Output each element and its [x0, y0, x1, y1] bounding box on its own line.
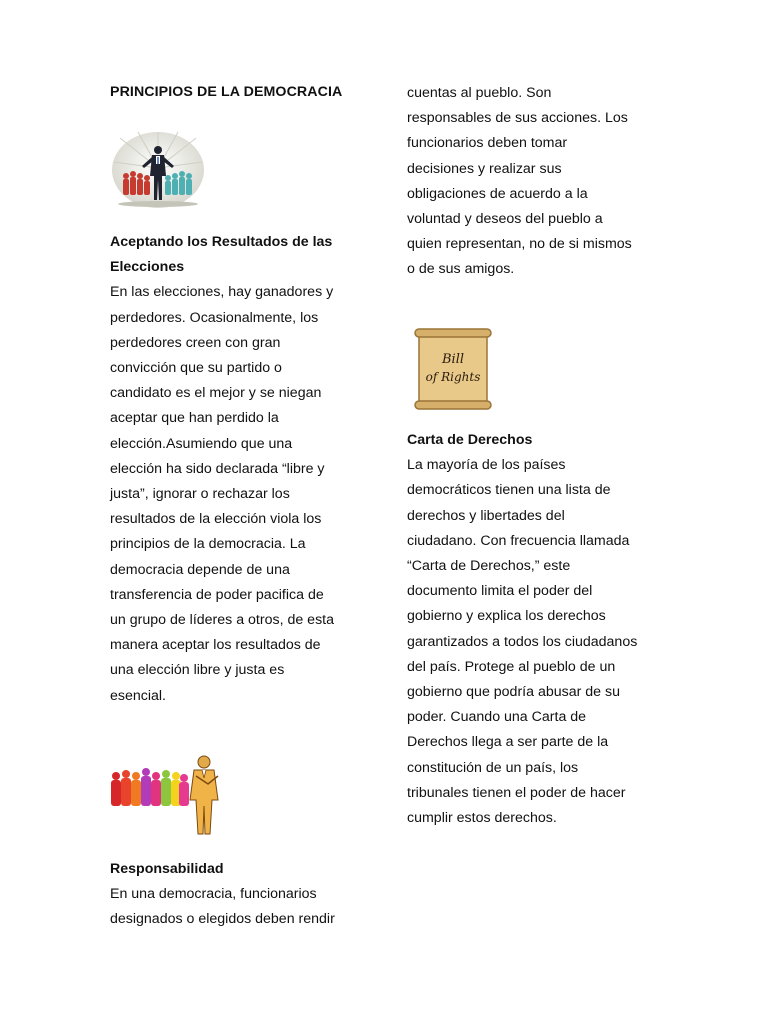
- section-heading-results: Aceptando los Resultados de las Elecciones: [110, 234, 333, 276]
- section-heading-rights: Carta de Derechos: [407, 432, 533, 448]
- leader-with-crowd-icon: [110, 128, 206, 215]
- section-heading-responsibility: Responsabilidad: [110, 861, 224, 877]
- section-responsibility: [110, 857, 370, 933]
- section-body-rights: La mayoría de los países democráticos tienen una lista de derechos y libertades del ciudadano. Con frecuencia llamada “Carta de Derechos,” este documento limita el poder del gobierno y explica los derechos garantizados a todos los ciudadanos del país. Protege al pueblo de un gobierno que podría abusar de su poder. Cuando una Carta de Derechos llega a ser parte de la constitución de un país, los tribunales tienen el poder de hacer cumplir estos derechos.: [407, 457, 638, 827]
- section-body-responsibility: En una democracia, funcionarios designados o elegidos deben rendir: [110, 886, 335, 928]
- page-title: PRINCIPIOS DE LA DEMOCRACIA: [110, 84, 343, 100]
- colorful-people-group-icon: [108, 754, 224, 843]
- section-rights: [407, 428, 667, 831]
- scroll-text-line-1: Bill: [441, 352, 465, 367]
- section-results: [110, 230, 370, 709]
- section-responsibility-continuation: [407, 81, 667, 283]
- scroll-text-line-2: of Rights: [425, 370, 481, 384]
- section-body-responsibility-continued: cuentas al pueblo. Son responsables de sus acciones. Los funcionarios deben tomar decisiones y realizar sus obligaciones de acuerdo a la voluntad y deseos del pueblo a quien representan, no de si mismos o de sus amigos.: [407, 85, 632, 278]
- bill-of-rights-scroll-icon: [413, 327, 493, 416]
- section-body-results: En las elecciones, hay ganadores y perdedores. Ocasionalmente, los perdedores creen con gran convicción que su partido o candidato es el mejor y se niegan aceptar que han perdido la elección.Asumiendo que una elección ha sido declarada “libre y justa”, ignorar o rechazar los resultados de la elección viola los principios de la democracia. La democracia depende de una transferencia de poder pacifica de un grupo de líderes a otros, de esta manera aceptar los resultados de una elección libre y justa es esencial.: [110, 284, 334, 704]
